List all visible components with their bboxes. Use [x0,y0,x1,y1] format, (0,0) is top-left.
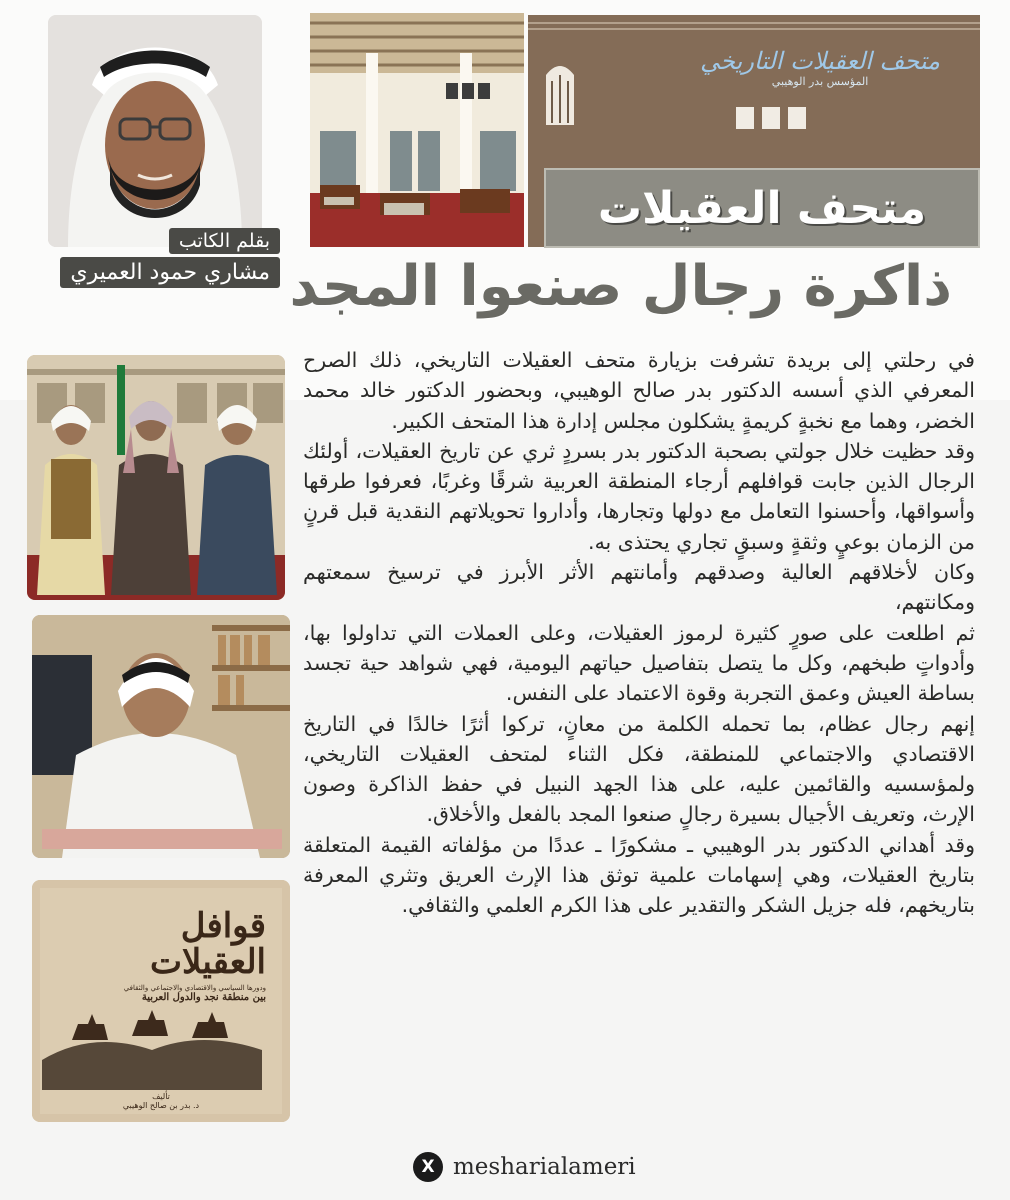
book-title-block [124,908,266,1003]
book-cover-photo [32,880,290,1122]
social-handle-text[interactable]: mesharialameri [453,1154,636,1180]
founder-photo-image [32,615,290,858]
book-title-line1: قوافل [180,906,266,946]
article-paragraph-1: في رحلتي إلى بريدة تشرفت بزيارة متحف العقيلات التاريخي، ذلك الصرح المعرفي الذي أسسه الدكتور بدر صالح الوهيبي، وبحضور الدكتور خالد محمد الخضر، وهما مع نخبةٍ كريمةٍ يشكلون مجلس إدارة هذا المتحف الكبير. [303,348,975,433]
museum-hall-photo [310,13,524,247]
banner-title: متحف العقيلات [597,182,927,234]
facade-sign-subtitle: المؤسس بدر الوهيبي [771,75,869,88]
article-body [303,345,975,921]
title-banner [544,168,980,248]
founder-photo [32,615,290,858]
social-handle[interactable] [413,1152,636,1182]
page-subtitle: ذاكرة رجال صنعوا المجد [289,254,952,319]
museum-hall-image [310,13,524,247]
facade-sign [700,47,940,88]
article-paragraph-4: ثم اطلعت على صورٍ كثيرة لرموز العقيلات، وعلى العملات التي تداولوا بها، وأدواتٍ طبخهم، وكل ما يتصل بتفاصيل حياتهم اليومية، فهي شواهد حية تجسد بساطة العيش وعمق التجربة وقوة الاعتماد على النفس. [303,620,975,706]
author-portrait [48,15,262,247]
author-portrait-image [48,15,262,247]
book-author-block [32,1092,290,1110]
group-photo-image [27,355,285,600]
author-name: مشاري حمود العميري [60,257,280,288]
book-author-label: تأليف [152,1092,170,1101]
book-subtitle-line1: ودورها السياسي والاقتصادي والاجتماعي والثقافي [123,984,266,992]
article-paragraph-6: وقد أهداني الدكتور بدر الوهيبي ـ مشكورًا ـ عددًا من مؤلفاته القيمة المتعلقة بتاريخ العقيلات، وهي إسهامات علمية توثق هذا الإرث العريق وتثري المعرفة بتاريخهم، فله جزيل الشكر والتقدير على هذا الكرم العلمي والثقافي. [303,832,975,918]
x-logo-icon: X [413,1152,443,1182]
author-byline [60,228,280,288]
group-photo [27,355,285,600]
book-subtitle-line2: بين منطقة نجد والدول العربية [141,992,266,1003]
facade-sign-title: متحف العقيلات التاريخي [700,47,940,75]
article-paragraph-3: وكان لأخلاقهم العالية وصدقهم وأمانتهم الأثر الأبرز في ترسيخ سمعتهم ومكانتهم، [303,560,975,615]
author-prefix: بقلم الكاتب [169,228,280,254]
book-title-line2: العقيلات [150,942,266,982]
article-paragraph-5: إنهم رجال عظام، بما تحمله الكلمة من معانٍ، تركوا أثرًا خالدًا في التاريخ الاقتصادي والاجتماعي للمنطقة، فكل الثناء لمتحف العقيلات التاريخي، ولمؤسسيه والقائمين عليه، على هذا الجهد النبيل في حفظ الذاكرة وصون الإرث، وتعريف الأجيال بسيرة رجالٍ صنعوا المجد بالفعل والأخلاق. [303,711,975,827]
book-author-name: د. بدر بن صالح الوهيبي [122,1101,200,1110]
article-paragraph-2: وقد حظيت خلال جولتي بصحبة الدكتور بدر بسردٍ ثري عن تاريخ العقيلات، أولئك الرجال الذين جابت قوافلهم أرجاء المنطقة العربية شرقًا وغربًا، فعرفوا طرقها وأسواقها، وأحسنوا التعامل مع دولها وتجارها، وأداروا تحويلاتهم النقدية قبل قرنٍ من الزمان بوعيٍ وثقةٍ وسبقٍ تجاري يحتذى به. [303,438,975,554]
